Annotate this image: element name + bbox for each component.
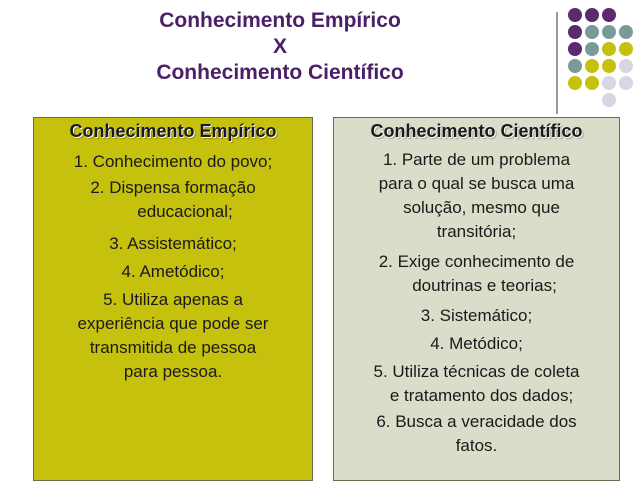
decorative-dot bbox=[619, 76, 633, 90]
decorative-dot bbox=[619, 42, 633, 56]
right-item-2-line-1: 2. Exige conhecimento de bbox=[378, 252, 575, 271]
scientific-heading: Conhecimento Científico bbox=[370, 121, 583, 141]
right-item-5-line-2: e tratamento dos dados; bbox=[389, 386, 574, 405]
left-item-5-line-4: para pessoa. bbox=[123, 362, 223, 381]
decorative-dot bbox=[602, 8, 616, 22]
slide-title bbox=[60, 8, 500, 86]
decorative-dot bbox=[619, 59, 633, 73]
left-item-3-line-1: 3. Assistemático; bbox=[109, 234, 237, 253]
decorative-dot bbox=[619, 25, 633, 39]
empirical-heading: Conhecimento Empírico bbox=[69, 121, 277, 141]
left-item-5-line-2: experiência que pode ser bbox=[77, 314, 269, 333]
decorative-dot bbox=[568, 8, 582, 22]
left-item-5-line-3: transmitida de pessoa bbox=[89, 338, 257, 357]
right-item-5 bbox=[334, 360, 619, 408]
decorative-dot bbox=[602, 59, 616, 73]
decorative-dot bbox=[585, 25, 599, 39]
left-item-5-line-1: 5. Utiliza apenas a bbox=[103, 290, 243, 309]
empirical-items-list bbox=[34, 150, 312, 384]
right-item-4-line-1: 4. Metódico; bbox=[430, 334, 523, 353]
right-item-3-line-1: 3. Sistemático; bbox=[420, 306, 533, 325]
title-line-1: Conhecimento Empírico bbox=[159, 9, 401, 32]
decorative-dot bbox=[585, 42, 599, 56]
right-item-1 bbox=[334, 148, 619, 244]
left-item-2-line-1: 2. Dispensa formação bbox=[90, 178, 256, 197]
decorative-dot bbox=[602, 93, 616, 107]
decorative-vertical-line bbox=[556, 12, 558, 114]
decorative-dot bbox=[585, 8, 599, 22]
right-item-1-line-4: transitória; bbox=[436, 222, 517, 241]
decorative-dot bbox=[568, 76, 582, 90]
right-item-6 bbox=[334, 410, 619, 458]
decorative-dot bbox=[568, 42, 582, 56]
right-item-5-line-1: 5. Utiliza técnicas de coleta bbox=[373, 362, 580, 381]
title-line-2: X bbox=[272, 35, 287, 58]
title-line-3: Conhecimento Científico bbox=[156, 61, 404, 84]
right-item-1-line-2: para o qual se busca uma bbox=[378, 174, 575, 193]
right-item-1-line-1: 1. Parte de um problema bbox=[382, 150, 571, 169]
decorative-dot bbox=[602, 76, 616, 90]
left-item-5 bbox=[34, 288, 312, 384]
decorative-dot bbox=[602, 25, 616, 39]
scientific-knowledge-box bbox=[333, 117, 620, 481]
left-item-2 bbox=[34, 176, 312, 224]
decorative-dot bbox=[568, 59, 582, 73]
left-item-2-line-2: educacional; bbox=[137, 202, 233, 221]
scientific-items-list bbox=[334, 148, 619, 458]
right-item-6-line-2: fatos. bbox=[455, 436, 498, 455]
decorative-dot bbox=[602, 42, 616, 56]
right-item-4 bbox=[334, 332, 619, 356]
decorative-dot bbox=[585, 59, 599, 73]
right-item-1-line-3: solução, mesmo que bbox=[403, 198, 560, 217]
decorative-dot bbox=[568, 25, 582, 39]
right-item-2 bbox=[334, 250, 619, 298]
left-item-1 bbox=[34, 150, 312, 174]
right-item-6-line-1: 6. Busca a veracidade dos bbox=[376, 412, 577, 431]
right-item-3 bbox=[334, 304, 619, 328]
empirical-knowledge-box bbox=[33, 117, 313, 481]
decorative-dot bbox=[585, 76, 599, 90]
left-item-4-line-1: 4. Ametódico; bbox=[121, 262, 225, 281]
left-item-4 bbox=[34, 260, 312, 284]
left-item-1-line-1: 1. Conhecimento do povo; bbox=[73, 152, 273, 171]
left-item-3 bbox=[34, 232, 312, 256]
right-item-2-line-2: doutrinas e teorias; bbox=[412, 276, 557, 295]
